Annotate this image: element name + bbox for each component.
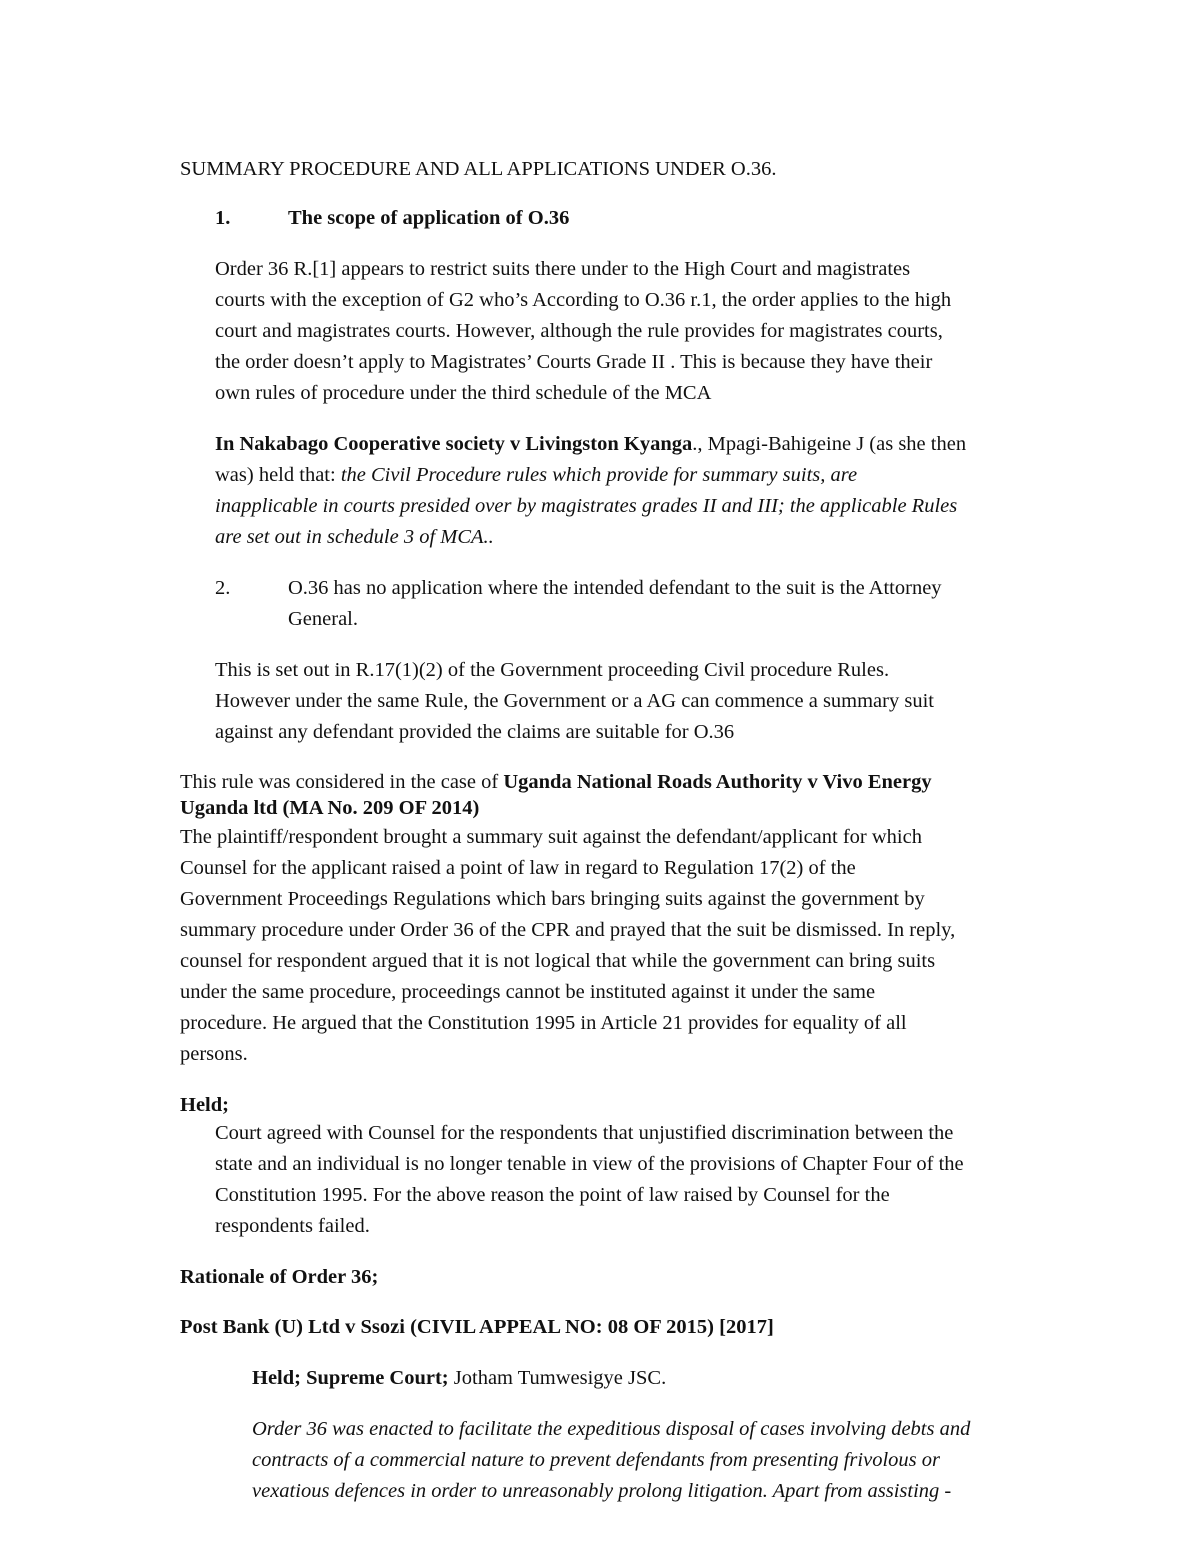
rationale-heading: Rationale of Order 36;: [180, 1266, 379, 1288]
unra-held-line: Court agreed with Counsel for the respondents that unjustified discrimination between the: [215, 1122, 954, 1144]
unra-held-line: state and an individual is no longer tenable in view of the provisions of Chapter Four of the: [215, 1153, 964, 1175]
unra-body-line: Counsel for the applicant raised a point of law in regard to Regulation 17(2) of the: [180, 857, 856, 879]
section-2-followup-line: against any defendant provided the claims are suitable for O.36: [215, 721, 735, 743]
unra-body-line: The plaintiff/respondent brought a summary suit against the defendant/applicant for which: [180, 826, 922, 848]
nakabago-quote-line: the Civil Procedure rules which provide for summary suits, are: [340, 464, 858, 486]
section-2-text-line: General.: [288, 608, 358, 630]
unra-case-name-continued: Uganda ltd (MA No. 209 OF 2014): [180, 797, 480, 819]
section-1-number: 1.: [215, 207, 231, 229]
unra-body-line: Government Proceedings Regulations which bars bringing suits against the government by: [180, 888, 925, 910]
unra-body-line: under the same procedure, proceedings cannot be instituted against it under the same: [180, 981, 876, 1003]
document-heading: SUMMARY PROCEDURE AND ALL APPLICATIONS UNDER O.36.: [180, 158, 777, 180]
section-1-paragraph-line: courts with the exception of G2 who’s According to O.36 r.1, the order applies to the high: [215, 289, 952, 311]
section-2-number: 2.: [215, 577, 231, 599]
nakabago-quote-line: inapplicable in courts presided over by magistrates grades II and III; the applicable Rules: [215, 495, 958, 517]
post-bank-quote-line: vexatious defences in order to unreasonably prolong litigation. Apart from assisting -: [252, 1480, 952, 1502]
nakabago-quote-line: are set out in schedule 3 of MCA..: [215, 526, 494, 548]
unra-body-line: persons.: [180, 1043, 248, 1065]
unra-held-line: respondents failed.: [215, 1215, 370, 1237]
nakabago-case-line: [215, 429, 966, 460]
post-bank-case-name: Post Bank (U) Ltd v Ssozi (CIVIL APPEAL NO: 08 OF 2015) [2017]: [180, 1316, 774, 1338]
unra-case-name: Uganda National Roads Authority v Vivo Energy: [503, 771, 932, 793]
post-bank-judge: Jotham Tumwesigye JSC.: [448, 1367, 667, 1389]
unra-body-line: procedure. He argued that the Constitution 1995 in Article 21 provides for equality of all: [180, 1012, 907, 1034]
post-bank-quote-line: contracts of a commercial nature to prevent defendants from presenting frivolous or: [252, 1449, 940, 1471]
section-2-followup-line: However under the same Rule, the Government or a AG can commence a summary suit: [215, 690, 934, 712]
unra-intro: This rule was considered in the case of: [180, 771, 504, 793]
section-1-title: The scope of application of O.36: [288, 207, 570, 229]
section-2-followup-line: This is set out in R.17(1)(2) of the Government proceeding Civil procedure Rules.: [215, 659, 890, 681]
unra-body-line: summary procedure under Order 36 of the CPR and prayed that the suit be dismissed. In reply,: [180, 919, 956, 941]
nakabago-case-name: In Nakabago Cooperative society v Livingston Kyanga: [215, 433, 693, 455]
section-1-paragraph-line: the order doesn’t apply to Magistrates’ Courts Grade II . This is because they have their: [215, 351, 933, 373]
post-bank-quote-line: Order 36 was enacted to facilitate the expeditious disposal of cases involving debts and: [252, 1418, 971, 1440]
post-bank-held-line: [252, 1363, 666, 1394]
section-1-paragraph-line: Order 36 R.[1] appears to restrict suits there under to the High Court and magistrates: [215, 258, 911, 280]
unra-held-line: Constitution 1995. For the above reason the point of law raised by Counsel for the: [215, 1184, 890, 1206]
section-2-text-line: O.36 has no application where the intended defendant to the suit is the Attorney: [288, 577, 942, 599]
unra-held-label: Held;: [180, 1094, 229, 1116]
unra-body-line: counsel for respondent argued that it is not logical that while the government can bring suits: [180, 950, 936, 972]
section-1-paragraph-line: court and magistrates courts. However, although the rule provides for magistrates courts,: [215, 320, 943, 342]
nakabago-judge: ., Mpagi-Bahigeine J (as she then: [692, 433, 967, 455]
post-bank-held-court: Held; Supreme Court;: [252, 1367, 449, 1389]
section-1-paragraph-line: own rules of procedure under the third schedule of the MCA: [215, 382, 712, 404]
nakabago-held-prefix: was) held that:: [215, 464, 341, 486]
nakabago-held-line: [215, 460, 857, 491]
